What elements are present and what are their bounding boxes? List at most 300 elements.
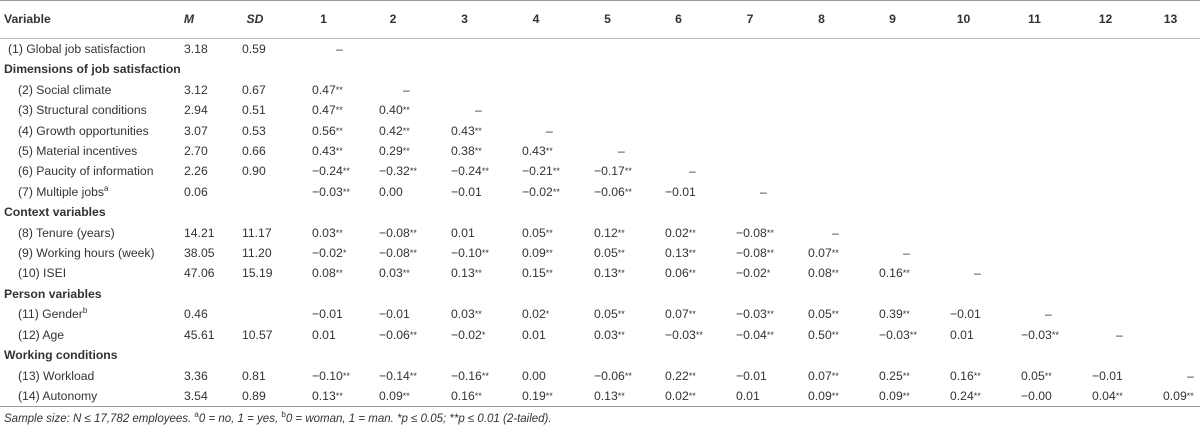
- significance-stars: **: [335, 268, 343, 279]
- sd-value: 0.89: [220, 386, 290, 407]
- significance-stars: **: [409, 370, 417, 381]
- diagonal-dash: –: [1116, 327, 1123, 342]
- correlation-cell: 0.25**: [879, 368, 910, 383]
- significance-stars: *: [342, 248, 347, 259]
- significance-stars: **: [831, 370, 839, 381]
- diagonal-dash: –: [618, 144, 625, 159]
- variable-label: [0, 325, 158, 345]
- correlation-cell: −0.21**: [522, 164, 560, 179]
- variable-label-text: (8) Tenure (years): [18, 225, 115, 240]
- significance-stars: **: [831, 329, 839, 340]
- correlation-cell: 0.42**: [379, 123, 410, 138]
- correlation-cell: 0.01: [312, 327, 336, 342]
- correlation-cell: 0.13**: [451, 266, 482, 281]
- sd-value: 0.90: [242, 164, 266, 179]
- correlation-cell: 0.19**: [500, 386, 572, 407]
- correlation-cell: 0.16**: [950, 368, 981, 383]
- correlation-cell: 0.08**: [312, 266, 343, 281]
- correlation-cell: 0.16**: [879, 266, 910, 281]
- diagonal-dash: –: [403, 82, 410, 97]
- empty-cell: [928, 243, 999, 263]
- significance-stars: **: [617, 248, 625, 259]
- significance-stars: **: [335, 125, 343, 136]
- correlation-cell: −0.24**: [451, 164, 489, 179]
- correlation-cell: −0.10**: [451, 246, 489, 261]
- empty-cell: [928, 39, 999, 60]
- empty-cell: [1141, 121, 1200, 141]
- correlation-cell: −0.06**: [594, 184, 632, 199]
- significance-stars: **: [1044, 370, 1052, 381]
- section-label: Context variables: [4, 205, 106, 220]
- correlation-cell: 0.00: [522, 368, 546, 383]
- correlation-cell: 0.04**: [1070, 386, 1141, 407]
- significance-stars: **: [474, 309, 482, 320]
- correlation-cell: 0.40**: [379, 103, 410, 118]
- footnote-sample-size: Sample size: N ≤ 17,782 employees.: [4, 413, 195, 425]
- variable-label: [0, 243, 158, 263]
- significance-stars: **: [909, 329, 917, 340]
- significance-stars: **: [552, 186, 560, 197]
- header-col-6: 6: [643, 1, 714, 39]
- footnote-marker-a: a: [194, 410, 199, 420]
- diagonal-dash: –: [689, 164, 696, 179]
- correlation-cell: 0.09**: [522, 246, 553, 261]
- mean-value: 38.05: [184, 246, 215, 261]
- empty-cell: [1070, 161, 1141, 181]
- significance-stars: *: [481, 329, 486, 340]
- empty-cell: [572, 80, 643, 100]
- header-mean: M: [158, 1, 220, 39]
- diagonal-dash: –: [1045, 307, 1052, 322]
- table-row: [0, 223, 1200, 243]
- correlation-cell: −0.03**: [879, 327, 917, 342]
- correlation-cell: 0.01: [522, 327, 546, 342]
- correlation-cell: 0.50**: [808, 327, 839, 342]
- correlation-cell: −0.14**: [379, 368, 417, 383]
- section-header-row: [0, 59, 1200, 79]
- footnote-marker: b: [82, 306, 88, 316]
- empty-cell: [857, 100, 928, 120]
- variable-label: [0, 304, 158, 324]
- correlation-cell: 0.05**: [522, 225, 553, 240]
- footnote-marker: a: [104, 183, 109, 193]
- significance-stars: **: [831, 248, 839, 259]
- empty-cell: [500, 100, 572, 120]
- correlation-cell: 0.02**: [665, 225, 696, 240]
- section-header-row: [0, 202, 1200, 222]
- significance-stars: *: [545, 309, 550, 320]
- empty-cell: [857, 141, 928, 161]
- significance-stars: **: [545, 248, 553, 259]
- empty-cell: [786, 161, 857, 181]
- significance-stars: **: [474, 268, 482, 279]
- variable-label-text: (3) Structural conditions: [18, 103, 147, 118]
- variable-label-text: (7) Multiple jobs: [18, 184, 105, 199]
- variable-label: [0, 121, 158, 141]
- table-row: [0, 39, 1200, 60]
- sd-value: 0.81: [242, 368, 266, 383]
- empty-cell: [999, 80, 1070, 100]
- header-row: [0, 1, 1200, 39]
- significance-stars: **: [766, 227, 774, 238]
- empty-cell: [857, 161, 928, 181]
- significance-stars: **: [402, 125, 410, 136]
- significance-stars: **: [409, 329, 417, 340]
- significance-stars: **: [766, 309, 774, 320]
- significance-stars: **: [1051, 329, 1059, 340]
- empty-cell: [714, 121, 786, 141]
- significance-stars: **: [617, 227, 625, 238]
- mean-value: 0.46: [184, 307, 208, 322]
- correlation-cell: −0.04**: [736, 327, 774, 342]
- header-col-7: 7: [714, 1, 786, 39]
- header-col-9: 9: [857, 1, 928, 39]
- sd-value: 0.66: [242, 144, 266, 159]
- significance-stars: **: [552, 166, 560, 177]
- empty-cell: [714, 80, 786, 100]
- significance-stars: **: [973, 370, 981, 381]
- correlation-cell: 0.05**: [808, 307, 839, 322]
- sd-value: 10.57: [242, 327, 273, 342]
- empty-cell: [1141, 161, 1200, 181]
- significance-stars: **: [481, 248, 489, 259]
- empty-cell: [572, 39, 643, 60]
- correlation-cell: 0.47**: [312, 103, 343, 118]
- header-col-5: 5: [572, 1, 643, 39]
- empty-cell: [643, 100, 714, 120]
- significance-stars: **: [688, 227, 696, 238]
- variable-label: [0, 386, 158, 407]
- empty-cell: [1141, 223, 1200, 243]
- empty-cell: [714, 100, 786, 120]
- sd-value: [220, 304, 290, 324]
- significance-stars: **: [688, 370, 696, 381]
- empty-cell: [786, 80, 857, 100]
- correlation-cell: 0.09**: [857, 386, 928, 407]
- significance-stars: **: [831, 309, 839, 320]
- empty-cell: [572, 121, 643, 141]
- correlation-cell: −0.06**: [594, 368, 632, 383]
- significance-stars: **: [624, 186, 632, 197]
- header-col-11: 11: [999, 1, 1070, 39]
- mean-value: 3.18: [184, 42, 208, 56]
- correlation-cell: −0.01: [312, 307, 343, 322]
- diagonal-dash: –: [903, 246, 910, 261]
- diagonal-dash: –: [974, 266, 981, 281]
- empty-cell: [1141, 39, 1200, 60]
- diagonal-dash: –: [546, 123, 553, 138]
- significance-stars: **: [688, 390, 696, 401]
- variable-label: [0, 263, 158, 283]
- variable-label: [0, 366, 158, 386]
- table-row: [0, 100, 1200, 120]
- empty-cell: [999, 121, 1070, 141]
- correlation-cell: −0.03**: [1021, 327, 1059, 342]
- significance-stars: **: [481, 166, 489, 177]
- correlation-cell: 0.01: [950, 327, 974, 342]
- significance-stars: **: [335, 227, 343, 238]
- correlation-cell: 0.39**: [879, 307, 910, 322]
- sd-value: 15.19: [242, 266, 273, 281]
- table-row: [0, 366, 1200, 386]
- table-footnote: [4, 410, 552, 425]
- table-body: [0, 39, 1200, 407]
- correlation-cell: 0.22**: [665, 368, 696, 383]
- correlation-cell: −0.08**: [736, 246, 774, 261]
- significance-stars: **: [335, 146, 343, 157]
- correlation-cell: 0.05**: [594, 246, 625, 261]
- correlation-cell: 0.09**: [357, 386, 429, 407]
- empty-cell: [999, 39, 1070, 60]
- section-label: Working conditions: [4, 348, 118, 363]
- empty-cell: [999, 182, 1070, 202]
- empty-cell: [1070, 121, 1141, 141]
- header-col-12: 12: [1070, 1, 1141, 39]
- correlation-cell: 0.02*: [522, 307, 550, 322]
- variable-label-text: (9) Working hours (week): [18, 246, 155, 261]
- significance-stars: **: [831, 268, 839, 279]
- table-row: [0, 243, 1200, 263]
- correlation-cell: −0.01: [379, 307, 410, 322]
- correlation-cell: 0.00: [379, 184, 403, 199]
- empty-cell: [429, 39, 500, 60]
- variable-label-text: (6) Paucity of information: [18, 164, 154, 179]
- significance-stars: **: [617, 309, 625, 320]
- significance-stars: **: [617, 329, 625, 340]
- empty-cell: [1070, 304, 1141, 324]
- correlation-cell: 0.13**: [665, 246, 696, 261]
- correlation-cell: 0.08**: [808, 266, 839, 281]
- table-row: [0, 141, 1200, 161]
- header-col-13: 13: [1141, 1, 1200, 39]
- significance-stars: **: [902, 268, 910, 279]
- footnote-marker-b: b: [281, 410, 286, 420]
- table-row: [0, 263, 1200, 283]
- correlation-cell: −0.24**: [312, 164, 350, 179]
- correlation-cell: 0.06**: [665, 266, 696, 281]
- empty-cell: [857, 39, 928, 60]
- empty-cell: [1141, 243, 1200, 263]
- correlation-cell: 0.02**: [643, 386, 714, 407]
- significance-stars: **: [342, 166, 350, 177]
- empty-cell: [928, 141, 999, 161]
- significance-stars: **: [617, 268, 625, 279]
- correlation-cell: 0.13**: [572, 386, 643, 407]
- correlation-cell: −0.17**: [594, 164, 632, 179]
- variable-label: [0, 161, 158, 181]
- empty-cell: [857, 223, 928, 243]
- sd-value: 0.67: [242, 82, 266, 97]
- empty-cell: [999, 223, 1070, 243]
- footnote-multiple-jobs-coding: 0 = no, 1 = yes,: [198, 413, 282, 425]
- significance-stars: **: [973, 390, 981, 401]
- empty-cell: [1141, 141, 1200, 161]
- mean-value: 2.94: [184, 103, 208, 118]
- significance-stars: **: [474, 390, 482, 401]
- correlation-cell: −0.06**: [379, 327, 417, 342]
- variable-label-text: (1) Global job satisfaction: [8, 42, 146, 56]
- footnote-gender-coding: 0 = woman, 1 = man. *p ≤ 0.05; **p ≤ 0.01 (2-tailed).: [285, 413, 552, 425]
- correlation-cell: 0.09**: [786, 386, 857, 407]
- significance-stars: **: [335, 390, 343, 401]
- sd-value: 11.17: [242, 225, 272, 240]
- empty-cell: [714, 141, 786, 161]
- variable-label: [0, 100, 158, 120]
- table-row: [0, 121, 1200, 141]
- significance-stars: **: [1115, 390, 1123, 401]
- correlation-cell: −0.32**: [379, 164, 417, 179]
- variable-label: [0, 141, 158, 161]
- correlation-cell: 0.38**: [451, 144, 482, 159]
- empty-cell: [999, 243, 1070, 263]
- significance-stars: **: [409, 248, 417, 259]
- mean-value: 2.26: [184, 164, 208, 179]
- empty-cell: [1141, 325, 1200, 345]
- correlation-cell: −0.02*: [736, 266, 771, 281]
- correlation-cell: 0.15**: [522, 266, 553, 281]
- correlation-cell: −0.01: [736, 368, 767, 383]
- significance-stars: **: [1186, 390, 1194, 401]
- correlation-cell: 0.12**: [594, 225, 625, 240]
- empty-cell: [928, 80, 999, 100]
- significance-stars: **: [409, 166, 417, 177]
- significance-stars: **: [335, 84, 343, 95]
- empty-cell: [1070, 100, 1141, 120]
- mean-value: 3.54: [158, 386, 220, 407]
- section-header-row: [0, 345, 1200, 365]
- empty-cell: [714, 39, 786, 60]
- mean-value: 3.36: [184, 368, 208, 383]
- correlation-cell: −0.10**: [312, 368, 350, 383]
- table-row: [0, 161, 1200, 181]
- significance-stars: **: [902, 390, 910, 401]
- significance-stars: **: [902, 370, 910, 381]
- variable-label: [0, 182, 158, 202]
- correlation-cell: −0.01: [950, 307, 981, 322]
- significance-stars: **: [688, 248, 696, 259]
- correlation-cell: −0.02*: [312, 246, 347, 261]
- empty-cell: [500, 80, 572, 100]
- variable-label: [0, 80, 158, 100]
- correlation-cell: −0.01: [1092, 368, 1123, 383]
- empty-cell: [1141, 100, 1200, 120]
- empty-cell: [1141, 304, 1200, 324]
- correlation-cell: 0.03**: [594, 327, 625, 342]
- correlation-cell: −0.00: [999, 386, 1070, 407]
- correlation-cell: 0.43**: [312, 144, 343, 159]
- empty-cell: [786, 141, 857, 161]
- significance-stars: **: [766, 248, 774, 259]
- sd-value: 0.51: [242, 103, 266, 118]
- empty-cell: [357, 39, 429, 60]
- correlation-cell: 0.05**: [1021, 368, 1052, 383]
- variable-label-text: (12) Age: [18, 327, 65, 342]
- empty-cell: [786, 182, 857, 202]
- empty-cell: [928, 223, 999, 243]
- empty-cell: [1070, 263, 1141, 283]
- empty-cell: [928, 121, 999, 141]
- correlation-cell: −0.16**: [451, 368, 489, 383]
- diagonal-dash: –: [336, 42, 343, 56]
- empty-cell: [786, 100, 857, 120]
- header-col-2: 2: [357, 1, 429, 39]
- correlation-cell: −0.02**: [522, 184, 560, 199]
- empty-cell: [999, 141, 1070, 161]
- sd-value: 11.20: [242, 246, 272, 261]
- significance-stars: **: [402, 146, 410, 157]
- section-header-row: [0, 284, 1200, 304]
- variable-label-text: (13) Workload: [18, 368, 95, 383]
- table-row: [0, 386, 1200, 407]
- significance-stars: **: [409, 227, 417, 238]
- significance-stars: **: [545, 227, 553, 238]
- significance-stars: **: [831, 390, 839, 401]
- mean-value: 0.06: [184, 184, 208, 199]
- correlation-cell: 0.07**: [808, 368, 839, 383]
- empty-cell: [1070, 182, 1141, 202]
- empty-cell: [1070, 141, 1141, 161]
- table-row: [0, 182, 1200, 202]
- empty-cell: [999, 263, 1070, 283]
- empty-cell: [857, 121, 928, 141]
- correlation-cell: 0.01: [451, 225, 475, 240]
- empty-cell: [857, 80, 928, 100]
- empty-cell: [928, 161, 999, 181]
- diagonal-dash: –: [1187, 368, 1194, 383]
- empty-cell: [643, 80, 714, 100]
- empty-cell: [1141, 182, 1200, 202]
- empty-cell: [1070, 39, 1141, 60]
- correlation-cell: 0.24**: [928, 386, 999, 407]
- empty-cell: [786, 121, 857, 141]
- variable-label-text: (14) Autonomy: [18, 388, 98, 403]
- empty-cell: [786, 39, 857, 60]
- significance-stars: **: [402, 268, 410, 279]
- empty-cell: [643, 39, 714, 60]
- correlation-cell: 0.03**: [451, 307, 482, 322]
- correlation-cell: 0.03**: [312, 225, 343, 240]
- diagonal-dash: –: [475, 103, 482, 118]
- correlation-cell: 0.13**: [290, 386, 357, 407]
- significance-stars: **: [402, 390, 410, 401]
- empty-cell: [928, 182, 999, 202]
- correlation-cell: −0.08**: [736, 225, 774, 240]
- empty-cell: [928, 100, 999, 120]
- significance-stars: *: [766, 268, 771, 279]
- significance-stars: **: [545, 146, 553, 157]
- empty-cell: [999, 161, 1070, 181]
- variable-label-text: (4) Growth opportunities: [18, 123, 149, 138]
- header-col-8: 8: [786, 1, 857, 39]
- mean-value: 14.21: [184, 225, 215, 240]
- sd-value: 0.53: [242, 123, 266, 138]
- section-label: Dimensions of job satisfaction: [4, 62, 181, 77]
- significance-stars: **: [474, 125, 482, 136]
- correlation-cell: −0.01: [665, 184, 696, 199]
- significance-stars: **: [617, 390, 625, 401]
- empty-cell: [429, 80, 500, 100]
- empty-cell: [500, 39, 572, 60]
- table-row: [0, 80, 1200, 100]
- significance-stars: **: [474, 146, 482, 157]
- significance-stars: **: [902, 309, 910, 320]
- significance-stars: **: [766, 329, 774, 340]
- mean-value: 47.06: [184, 266, 215, 281]
- empty-cell: [1141, 263, 1200, 283]
- correlation-cell: 0.01: [714, 386, 786, 407]
- variable-label: [0, 223, 158, 243]
- correlation-cell: 0.43**: [451, 123, 482, 138]
